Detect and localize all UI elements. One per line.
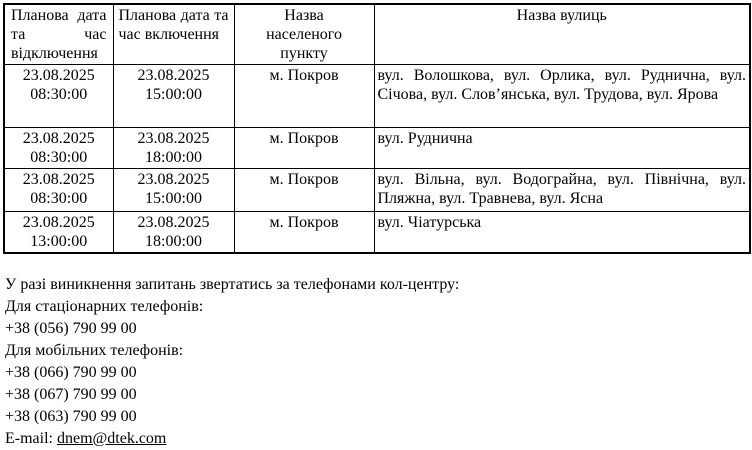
settlement-cell: м. Покров: [234, 169, 374, 212]
off-date: 23.08.2025: [22, 67, 95, 84]
on-date: 23.08.2025: [137, 130, 210, 147]
email-label: E-mail:: [5, 430, 53, 447]
on-time: 15:00:00: [145, 190, 202, 207]
on-date: 23.08.2025: [137, 214, 210, 231]
contact-intro: У разі виникнення запитань звертатись за телефонами кол-центру:: [5, 276, 460, 293]
table-row: [4, 128, 750, 169]
phone-landline: +38 (056) 790 99 00: [5, 320, 137, 337]
on-date: 23.08.2025: [137, 67, 210, 84]
header-off-datetime: Планова дата та час відключення: [4, 4, 113, 65]
off-time: 08:30:00: [30, 149, 88, 166]
on-datetime-cell: [113, 169, 234, 212]
streets-cell: вул. Чіатурська: [374, 212, 750, 254]
header-settlement: Назва населеного пункту: [234, 4, 374, 65]
off-time: 08:30:00: [30, 86, 88, 103]
email-link[interactable]: dnem@dtek.com: [56, 430, 167, 447]
streets-cell: вул. Руднична: [374, 128, 750, 169]
off-datetime-cell: [4, 128, 113, 169]
email-line: [5, 428, 752, 450]
landline-label: Для стаціонарних телефонів:: [5, 298, 204, 315]
on-time: 18:00:00: [145, 149, 202, 166]
off-datetime-cell: [4, 169, 113, 212]
off-date: 23.08.2025: [22, 130, 95, 147]
contact-info-block: [5, 274, 752, 450]
on-time: 15:00:00: [145, 86, 202, 103]
off-date: 23.08.2025: [22, 214, 95, 231]
phone-mobile: +38 (063) 790 99 00: [5, 408, 137, 425]
mobile-label: Для мобільних телефонів:: [5, 342, 184, 359]
phone-mobile: +38 (067) 790 99 00: [5, 386, 137, 403]
on-datetime-cell: [113, 65, 234, 128]
streets-cell: вул. Вільна, вул. Водограйна, вул. Північна, вул. Пляжна, вул. Травнева, вул. Ясна: [374, 169, 750, 212]
table-row: [4, 65, 750, 128]
header-streets: Назва вулиць: [374, 4, 750, 65]
phone-mobile: +38 (066) 790 99 00: [5, 364, 137, 381]
settlement-cell: м. Покров: [234, 65, 374, 128]
on-date: 23.08.2025: [137, 171, 210, 188]
off-time: 08:30:00: [30, 190, 88, 207]
table-row: [4, 169, 750, 212]
on-datetime-cell: [113, 128, 234, 169]
off-date: 23.08.2025: [22, 171, 95, 188]
settlement-cell: м. Покров: [234, 212, 374, 254]
on-datetime-cell: [113, 212, 234, 254]
outage-schedule-page: [0, 3, 752, 447]
outage-table: [3, 3, 751, 254]
table-header-row: [4, 4, 750, 65]
off-datetime-cell: [4, 212, 113, 254]
on-time: 18:00:00: [145, 233, 202, 250]
table-row: [4, 212, 750, 254]
off-datetime-cell: [4, 65, 113, 128]
header-on-datetime: Планова дата та час включення: [113, 4, 234, 65]
streets-cell: вул. Волошкова, вул. Орлика, вул. Руднична, вул. Січова, вул. Слов’янська, вул. Трудова, вул. Ярова: [374, 65, 750, 128]
settlement-cell: м. Покров: [234, 128, 374, 169]
off-time: 13:00:00: [30, 233, 88, 250]
